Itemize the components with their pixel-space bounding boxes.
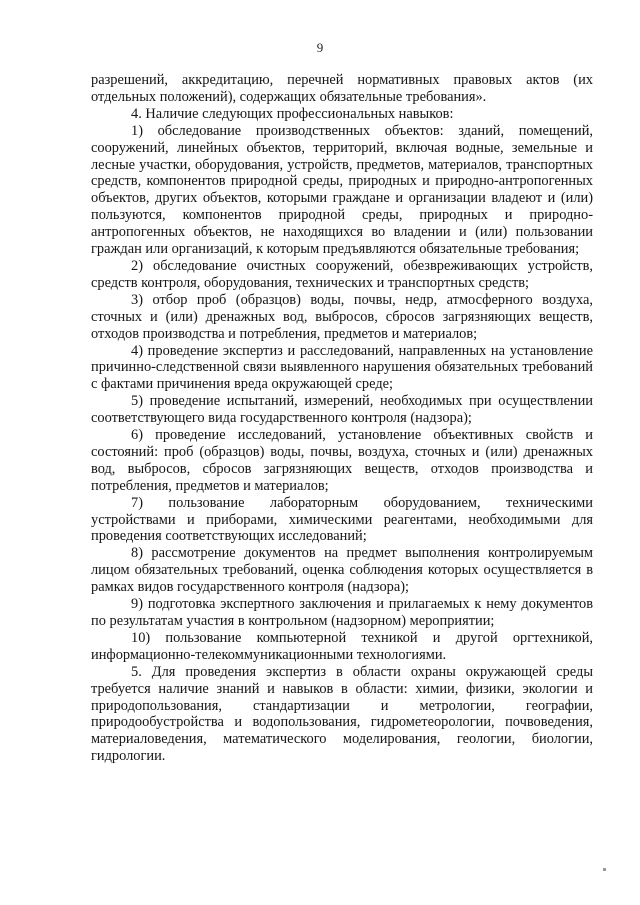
paragraph-item-7: 7) пользование лабораторным оборудованием, техническими устройствами и приборами, химическими реагентами, необходимыми для проведения соответствующих исследований;	[91, 494, 593, 545]
paragraph-item-3: 3) отбор проб (образцов) воды, почвы, недр, атмосферного воздуха, сточных и (или) дренажных вод, выбросов, сбросов загрязняющих веществ, отходов производства и потребления, предметов и материалов;	[91, 291, 593, 342]
page-number: 9	[316, 40, 324, 55]
paragraph-continuation: разрешений, аккредитацию, перечней нормативных правовых актов (их отдельных положений), содержащих обязательные требования».	[91, 72, 593, 105]
paragraph-item-6: 6) проведение исследований, установление объективных свойств и состояний: проб (образцов) воды, почвы, воздуха, сточных и (или) дренажных вод, выбросов, сбросов загрязняющих веществ, отходов производства и потребления, предметов и материалов;	[91, 427, 593, 494]
paragraph-item-4: 4) проведение экспертиз и расследований, направленных на установление причинно-следственной связи выявленного нарушения обязательных требований с фактами причинения вреда окружающей среде;	[91, 342, 593, 393]
scan-speck	[603, 868, 606, 871]
paragraph-item-5: 5) проведение испытаний, измерений, необходимых при осуществлении соответствующего вида государственного контроля (надзора);	[91, 393, 593, 427]
paragraph-item-2: 2) обследование очистных сооружений, обезвреживающих устройств, средств контроля, оборудования, технических и транспортных средств;	[91, 257, 593, 291]
paragraph-item-1: 1) обследование производственных объектов: зданий, помещений, сооружений, линейных объектов, территорий, включая водные, земельные и лесные участки, оборудования, устройств, предметов, материалов, транспортных средств, компонентов природной среды, природных и природно-антропогенных объектов, других объектов, которыми граждане и организации владеют и (или) пользуются, компонентов природной среды, природных и природно-антропогенных объектов, не находящихся во владении и (или) пользовании граждан или организаций, к которым предъявляются обязательные требования;	[91, 122, 593, 258]
document-body	[91, 72, 593, 765]
paragraph-section-4-heading: 4. Наличие следующих профессиональных навыков:	[131, 105, 454, 122]
paragraph-section-5: 5. Для проведения экспертиз в области охраны окружающей среды требуется наличие знаний и навыков в области: химии, физики, экологии и природопользования, стандартизации и метрологии, географии, природообустройства и водопользования, гидрометеорологии, почвоведения, материаловедения, математического моделирования, геологии, биологии, гидрологии.	[91, 663, 593, 765]
paragraph-item-10: 10) пользование компьютерной техникой и другой оргтехникой, информационно-телекоммуникационными технологиями.	[91, 629, 593, 663]
paragraph-item-9: 9) подготовка экспертного заключения и прилагаемых к нему документов по результатам участия в контрольном (надзорном) мероприятии;	[91, 596, 593, 629]
paragraph-item-8: 8) рассмотрение документов на предмет выполнения контролируемым лицом обязательных требований, оценка соблюдения которых осуществляется в рамках видов государственного контроля (надзора);	[91, 545, 593, 596]
